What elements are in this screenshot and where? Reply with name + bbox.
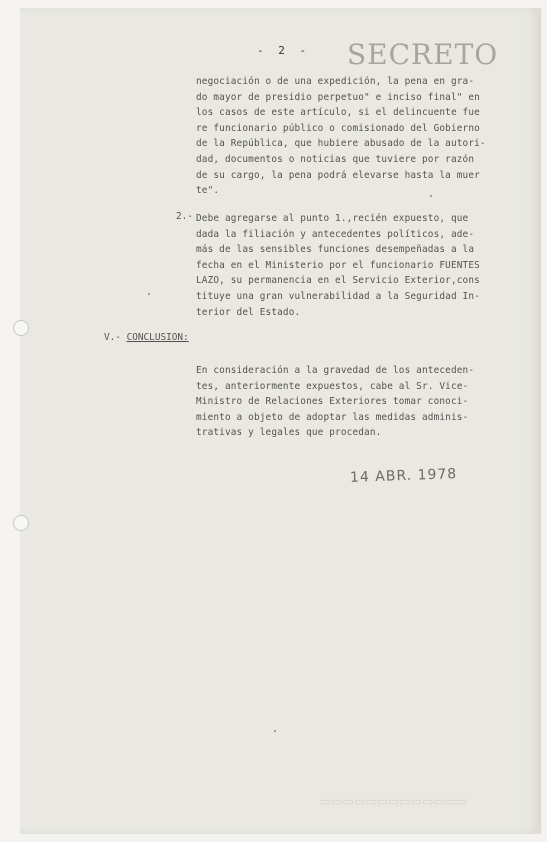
conclusion-paragraph xyxy=(196,363,536,441)
page-header xyxy=(20,38,540,78)
date-stamp: 14 ABR. 1978 xyxy=(349,466,458,486)
text-line: dad, documentos o noticias que tuviere por razón xyxy=(196,153,475,165)
text-line: En consideración a la gravedad de los anteceden- xyxy=(196,365,475,376)
text-line: de la República, que hubiere abusado de la autori- xyxy=(196,138,486,150)
text-line: te". xyxy=(196,185,220,197)
text-line: fecha en el Ministerio por el funcionario FUENTES xyxy=(196,259,480,271)
paper-speck xyxy=(148,293,150,295)
text-line: más de las sensibles funciones desempeñadas a la xyxy=(196,244,475,256)
text-line: re funcionario público o comisionado del Gobierno xyxy=(196,122,480,134)
punch-hole xyxy=(13,320,29,336)
paper-speck xyxy=(274,730,276,732)
text-line: trativas y legales que procedan. xyxy=(196,427,382,439)
continuation-paragraph xyxy=(196,74,536,199)
section-v-heading xyxy=(104,332,189,343)
point-2-paragraph xyxy=(196,211,536,320)
text-line: dada la filiación y antecedentes políticos, ade- xyxy=(196,228,475,240)
section-v-number: V.- xyxy=(104,332,121,343)
document-page xyxy=(20,8,541,834)
paper-speck xyxy=(430,195,432,197)
text-line: tes, anteriormente expuestos, cabe al Sr. Vice- xyxy=(196,380,469,392)
text-line: los casos de este artículo, si el delincuente fue xyxy=(196,107,480,119)
text-line: do mayor de presidio perpetuo" e inciso final" en xyxy=(196,91,480,103)
bleed-through-mark: ▭▭▭▭▭▭▭▭▭▭▭▭▭ xyxy=(320,796,468,810)
section-v-title: CONCLUSION: xyxy=(126,332,189,343)
text-line: Debe agregarse al punto 1.,recién expuesto, que xyxy=(196,213,469,224)
point-2-marker: 2.- xyxy=(176,211,193,222)
text-line: terior del Estado. xyxy=(196,306,301,318)
text-line: miento a objeto de adoptar las medidas adminis- xyxy=(196,411,469,423)
punch-hole xyxy=(13,515,29,531)
text-line: Ministro de Relaciones Exteriores tomar conoci- xyxy=(196,396,469,408)
text-line: LAZO, su permanencia en el Servicio Exterior,cons xyxy=(196,275,480,287)
text-line: negociación o de una expedición, la pena en gra- xyxy=(196,76,475,87)
text-line: de su cargo, la pena podrá elevarse hasta la muer xyxy=(196,169,480,181)
secreto-stamp: SECRETO xyxy=(347,38,499,71)
text-line: tituye una gran vulnerabilidad a la Seguridad In- xyxy=(196,290,480,302)
page-number: - 2 - xyxy=(257,44,311,57)
